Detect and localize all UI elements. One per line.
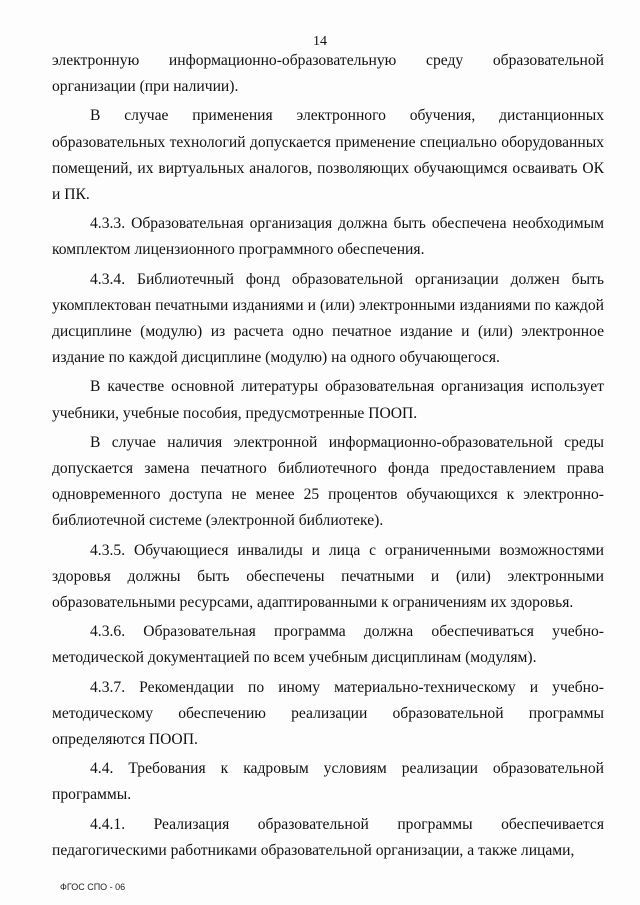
paragraph: В случае наличия электронной информационно-образовательной среды допускается замена печатного библиотечного фонда предоставлением права одновременного доступа не менее 25 процентов обучающихся к электронно-библиотечной системе (электронной библиотеке). bbox=[52, 433, 604, 530]
paragraph-4-3-4: 4.3.4. Библиотечный фонд образовательной организации должен быть укомплектован печатными изданиями и (или) электронными изданиями по каждой дисциплине (модулю) из расчета одно печатное издание и (или) электронное издание по каждой дисциплине (модулю) на одного обучающегося. bbox=[52, 270, 604, 367]
paragraph-4-4-1: 4.4.1. Реализация образовательной программы обеспечивается педагогическими работниками образовательной организации, а также лицами, bbox=[52, 815, 604, 859]
footer-doc-code: ФГОС СПО - 06 bbox=[60, 882, 126, 892]
paragraph: В качестве основной литературы образовательная организация использует учебники, учебные пособия, предусмотренные ПООП. bbox=[52, 378, 604, 422]
paragraph-4-3-3: 4.3.3. Образовательная организация должна быть обеспечена необходимым комплектом лицензионного программного обеспечения. bbox=[52, 215, 604, 259]
paragraph-4-3-5: 4.3.5. Обучающиеся инвалиды и лица с ограниченными возможностями здоровья должны быть обеспечены печатными и (или) электронными образовательными ресурсами, адаптированными к ограничениям их здоровья. bbox=[52, 541, 604, 612]
paragraph-4-3-7: 4.3.7. Рекомендации по иному материально-техническому и учебно-методическому обеспечению реализации образовательной программы определяются ПООП. bbox=[52, 678, 604, 749]
page-number: 14 bbox=[313, 34, 327, 49]
document-body bbox=[52, 48, 604, 867]
paragraph: электронную информационно-образовательную среду образовательной организации (при наличии). bbox=[52, 52, 604, 96]
section-heading-4-4: 4.4. Требования к кадровым условиям реализации образовательной программы. bbox=[52, 760, 604, 804]
paragraph-4-3-6: 4.3.6. Образовательная программа должна обеспечиваться учебно-методической документацией по всем учебным дисциплинам (модулям). bbox=[52, 623, 604, 667]
paragraph: В случае применения электронного обучения, дистанционных образовательных технологий допускается применение специально оборудованных помещений, их виртуальных аналогов, позволяющих обучающимся осваивать ОК и ПК. bbox=[52, 107, 604, 204]
